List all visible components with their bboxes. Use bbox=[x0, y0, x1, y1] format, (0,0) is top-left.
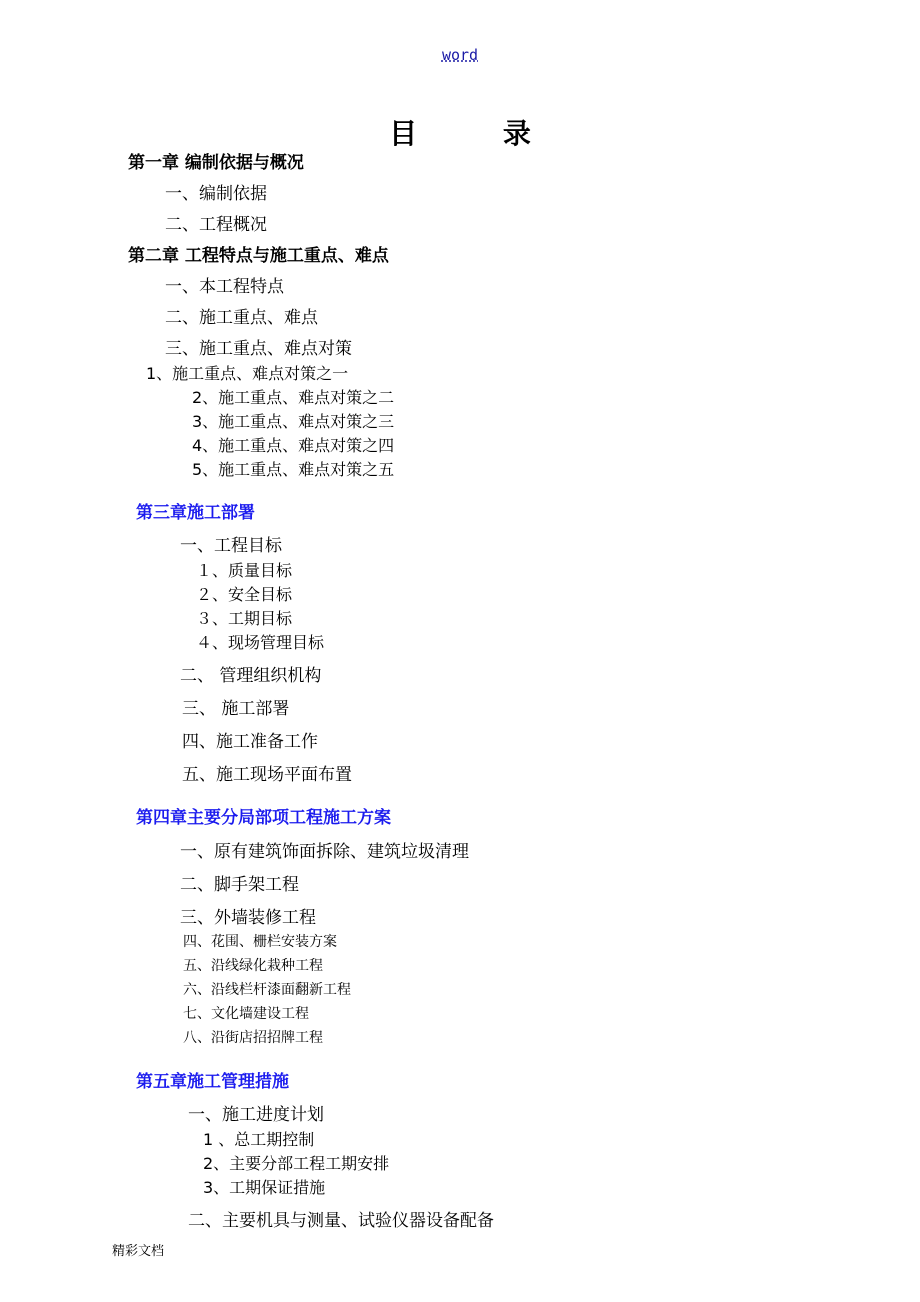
toc-item[interactable]: 三、外墙装修工程 bbox=[180, 908, 316, 928]
toc-subitem[interactable]: 3、工期保证措施 bbox=[203, 1178, 326, 1197]
toc-item[interactable]: 六、沿线栏杆漆面翻新工程 bbox=[183, 982, 351, 998]
toc-chapter-1[interactable]: 第一章 编制依据与概况 bbox=[128, 153, 304, 173]
toc-chapter-5[interactable]: 第五章施工管理措施 bbox=[136, 1072, 289, 1092]
toc-subitem[interactable]: ４、现场管理目标 bbox=[196, 633, 325, 652]
header-word-link[interactable]: word bbox=[441, 46, 479, 64]
toc-item[interactable]: 二、施工重点、难点 bbox=[165, 308, 318, 328]
toc-subitem[interactable]: 2、主要分部工程工期安排 bbox=[203, 1154, 390, 1173]
toc-subitem[interactable]: 1、施工重点、难点对策之一 bbox=[146, 364, 349, 383]
toc-item[interactable]: 二、主要机具与测量、试验仪器设备配备 bbox=[188, 1211, 494, 1231]
toc-item[interactable]: 二、 管理组织机构 bbox=[180, 666, 322, 686]
page-footer: 精彩文档 bbox=[112, 1244, 165, 1259]
toc-item[interactable]: 一、原有建筑饰面拆除、建筑垃圾清理 bbox=[180, 842, 469, 862]
toc-item[interactable]: 一、本工程特点 bbox=[165, 277, 284, 297]
toc-item[interactable]: 一、编制依据 bbox=[165, 184, 267, 204]
toc-chapter-4[interactable]: 第四章主要分局部项工程施工方案 bbox=[136, 808, 391, 828]
toc-subitem[interactable]: 3、施工重点、难点对策之三 bbox=[192, 412, 395, 431]
toc-subitem[interactable]: 5、施工重点、难点对策之五 bbox=[192, 460, 395, 479]
toc-subitem[interactable]: 4、施工重点、难点对策之四 bbox=[192, 436, 395, 455]
toc-item[interactable]: 四、施工准备工作 bbox=[182, 732, 318, 752]
toc-item[interactable]: 一、工程目标 bbox=[180, 536, 282, 556]
toc-item[interactable]: 一、施工进度计划 bbox=[188, 1105, 324, 1125]
toc-subitem[interactable]: 1 、总工期控制 bbox=[203, 1130, 315, 1149]
toc-chapter-2[interactable]: 第二章 工程特点与施工重点、难点 bbox=[128, 246, 389, 266]
toc-item[interactable]: 二、脚手架工程 bbox=[180, 875, 299, 895]
toc-item[interactable]: 二、工程概况 bbox=[165, 215, 267, 235]
toc-item[interactable]: 四、花围、栅栏安装方案 bbox=[183, 934, 337, 950]
toc-item[interactable]: 八、沿街店招招牌工程 bbox=[183, 1030, 323, 1046]
toc-item[interactable]: 三、 施工部署 bbox=[182, 699, 290, 719]
toc-item[interactable]: 三、施工重点、难点对策 bbox=[165, 339, 352, 359]
toc-item[interactable]: 七、文化墙建设工程 bbox=[183, 1006, 309, 1022]
toc-subitem[interactable]: ２、安全目标 bbox=[196, 585, 293, 604]
toc-subitem[interactable]: 2、施工重点、难点对策之二 bbox=[192, 388, 395, 407]
toc-item[interactable]: 五、沿线绿化栽种工程 bbox=[183, 958, 323, 974]
toc-subitem[interactable]: ３、工期目标 bbox=[196, 609, 293, 628]
toc-subitem[interactable]: １、质量目标 bbox=[196, 561, 293, 580]
page-title: 目 录 bbox=[389, 117, 569, 150]
toc-chapter-3[interactable]: 第三章施工部署 bbox=[136, 503, 255, 523]
toc-item[interactable]: 五、施工现场平面布置 bbox=[182, 765, 352, 785]
